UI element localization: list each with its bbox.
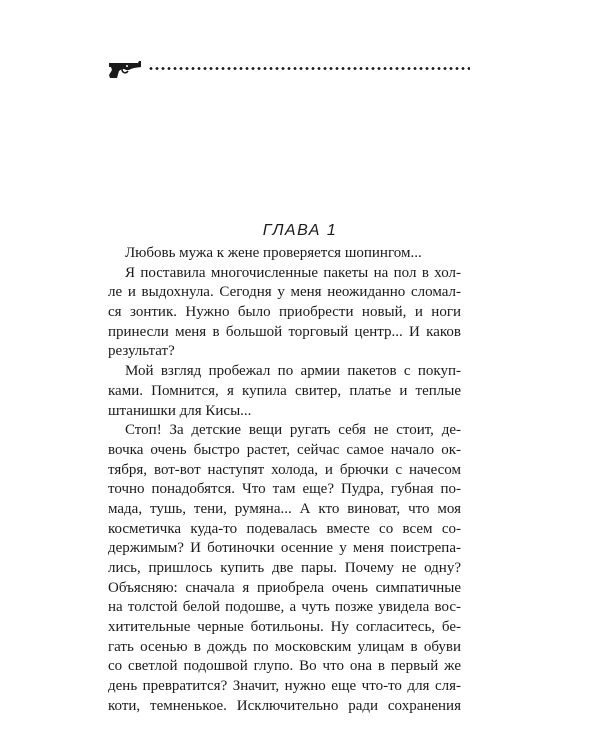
text-line: штанишки для Кисы...	[108, 402, 252, 419]
text-line: гать осенью в дождь по московским улицам в обуви	[108, 638, 461, 655]
text-line: вочка очень быстро растет, сейчас самое начало ок-	[108, 441, 461, 458]
text-line: мада, тушь, тени, румяна... А кто виноват, что моя	[108, 500, 461, 517]
text-line: день превратится? Значит, нужно еще что-то для сля-	[108, 678, 461, 695]
text-line: со светлой подошвой глупо. Во что она в первый же	[108, 658, 461, 675]
text-line: результат?	[108, 343, 175, 360]
dotted-rule	[148, 67, 470, 70]
text-line: точно понадобятся. Что там еще? Пудра, губная по-	[108, 481, 461, 498]
body-text	[108, 244, 461, 717]
text-line: хитительные черные ботильоны. Ну согласитесь, бе-	[108, 619, 461, 636]
text-line: тября, вот-вот наступят холода, и брючки с начесом	[108, 461, 461, 478]
pistol-icon	[108, 58, 142, 80]
text-line: косметичка куда-то подевалась вместе со всем со-	[108, 520, 461, 537]
text-line: принесли меня в большой торговый центр... И каков	[108, 323, 461, 340]
text-line: Я поставила многочисленные пакеты на пол в хол-	[125, 264, 461, 281]
text-line: ле и выдохнула. Сегодня у меня неожиданно сломал-	[108, 284, 461, 301]
text-line: ся зонтик. Нужно было приобрести новый, и ноги	[108, 304, 461, 321]
text-line: ками. Помнится, я купила свитер, платье и теплые	[108, 382, 461, 399]
text-line: Любовь мужа к жене проверяется шопингом...	[125, 245, 422, 261]
text-line: на толстой белой подошве, а чуть позже увидела вос-	[108, 599, 461, 616]
chapter-title: ГЛАВА 1	[262, 222, 338, 239]
text-line: лись, пришлось купить две пары. Почему не одну?	[108, 560, 461, 576]
header-ornament	[108, 58, 470, 80]
text-line: Объясняю: сначала я приобрела очень симпатичные	[108, 579, 461, 596]
text-line: Мой взгляд пробежал по армии пакетов с покуп-	[125, 363, 461, 380]
text-line: держимым? И ботиночки осенние у меня поистрепа-	[108, 540, 461, 557]
text-line: Стоп! За детские вещи ругать себя не стоит, де-	[125, 422, 461, 439]
text-line: коти, темненькое. Исключительно ради сохранения	[108, 697, 461, 714]
